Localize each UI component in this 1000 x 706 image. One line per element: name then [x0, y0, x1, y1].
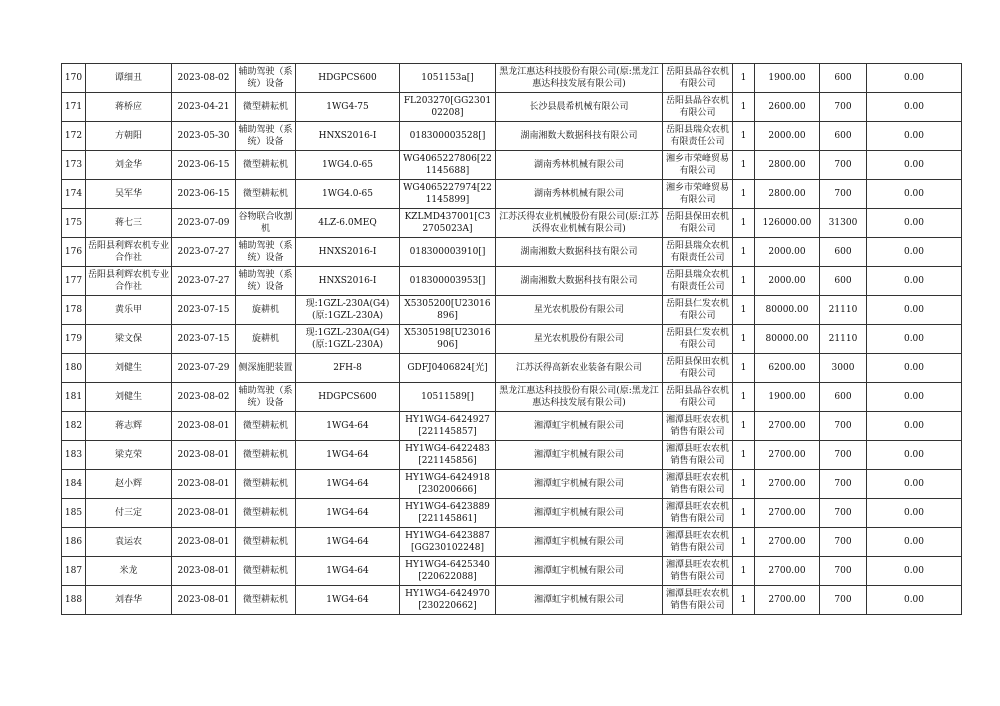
buyer-name-cell: 刘金华	[86, 151, 172, 180]
manufacturer-cell: 江苏沃得高新农业装备有限公司	[496, 354, 663, 383]
buyer-name-cell: 岳阳县利辉农机专业合作社	[86, 238, 172, 267]
dealer-cell: 岳阳县瑞众农机有限责任公司	[663, 267, 733, 296]
quantity-cell: 1	[733, 586, 755, 615]
quantity-cell: 1	[733, 412, 755, 441]
machine-type-cell: 辅助驾驶（系统）设备	[236, 238, 296, 267]
purchase-date-cell: 2023-07-15	[172, 296, 236, 325]
buyer-name-cell: 袁运农	[86, 528, 172, 557]
row-number-cell: 188	[62, 586, 86, 615]
manufacturer-cell: 黑龙江惠达科技股份有限公司(原:黑龙江惠达科技发展有限公司)	[496, 64, 663, 93]
dealer-cell: 岳阳县晶谷农机有限公司	[663, 383, 733, 412]
extra-amount-cell: 0.00	[867, 209, 962, 238]
table-row	[62, 151, 962, 180]
subsidy-amount-cell: 21110	[820, 325, 867, 354]
sale-price-cell: 2700.00	[755, 557, 820, 586]
model-cell: 1WG4.0-65	[296, 180, 400, 209]
purchase-date-cell: 2023-08-01	[172, 586, 236, 615]
sale-price-cell: 2800.00	[755, 151, 820, 180]
manufacturer-cell: 湘潭虹宇机械有限公司	[496, 470, 663, 499]
purchase-date-cell: 2023-08-01	[172, 499, 236, 528]
row-number-cell: 183	[62, 441, 86, 470]
serial-number-cell: HY1WG4-6424927[221145857]	[400, 412, 496, 441]
buyer-name-cell: 刘健生	[86, 383, 172, 412]
table-row	[62, 238, 962, 267]
extra-amount-cell: 0.00	[867, 93, 962, 122]
subsidy-amount-cell: 600	[820, 383, 867, 412]
model-cell: 现:1GZL-230A(G4)(原:1GZL-230A)	[296, 325, 400, 354]
model-cell: 1WG4.0-65	[296, 151, 400, 180]
quantity-cell: 1	[733, 528, 755, 557]
manufacturer-cell: 湘潭虹宇机械有限公司	[496, 412, 663, 441]
machine-type-cell: 微型耕耘机	[236, 470, 296, 499]
row-number-cell: 181	[62, 383, 86, 412]
serial-number-cell: HY1WG4-6423887[GG230102248]	[400, 528, 496, 557]
row-number-cell: 178	[62, 296, 86, 325]
subsidy-amount-cell: 700	[820, 93, 867, 122]
subsidy-amount-cell: 31300	[820, 209, 867, 238]
subsidy-amount-cell: 600	[820, 122, 867, 151]
row-number-cell: 172	[62, 122, 86, 151]
table-row	[62, 528, 962, 557]
purchase-date-cell: 2023-07-29	[172, 354, 236, 383]
manufacturer-cell: 湖南湘数大数据科技有限公司	[496, 238, 663, 267]
extra-amount-cell: 0.00	[867, 586, 962, 615]
table-row	[62, 499, 962, 528]
serial-number-cell: 10511589[]	[400, 383, 496, 412]
row-number-cell: 185	[62, 499, 86, 528]
model-cell: 1WG4-64	[296, 441, 400, 470]
serial-number-cell: HY1WG4-6424918[230200666]	[400, 470, 496, 499]
manufacturer-cell: 湘潭虹宇机械有限公司	[496, 528, 663, 557]
quantity-cell: 1	[733, 470, 755, 499]
subsidy-amount-cell: 700	[820, 557, 867, 586]
model-cell: 2FH-8	[296, 354, 400, 383]
extra-amount-cell: 0.00	[867, 180, 962, 209]
model-cell: 1WG4-64	[296, 499, 400, 528]
purchase-date-cell: 2023-08-02	[172, 64, 236, 93]
extra-amount-cell: 0.00	[867, 151, 962, 180]
extra-amount-cell: 0.00	[867, 499, 962, 528]
buyer-name-cell: 蒋桥应	[86, 93, 172, 122]
sale-price-cell: 2600.00	[755, 93, 820, 122]
machine-type-cell: 微型耕耘机	[236, 557, 296, 586]
model-cell: HDGPCS600	[296, 64, 400, 93]
manufacturer-cell: 湘潭虹宇机械有限公司	[496, 441, 663, 470]
machine-type-cell: 谷物联合收割机	[236, 209, 296, 238]
extra-amount-cell: 0.00	[867, 383, 962, 412]
subsidy-amount-cell: 3000	[820, 354, 867, 383]
quantity-cell: 1	[733, 151, 755, 180]
purchase-date-cell: 2023-07-09	[172, 209, 236, 238]
machine-type-cell: 微型耕耘机	[236, 93, 296, 122]
row-number-cell: 179	[62, 325, 86, 354]
dealer-cell: 岳阳县仁发农机有限公司	[663, 325, 733, 354]
serial-number-cell: FL203270[GG230102208]	[400, 93, 496, 122]
purchase-date-cell: 2023-06-15	[172, 180, 236, 209]
model-cell: HNXS2016-I	[296, 122, 400, 151]
sale-price-cell: 2000.00	[755, 238, 820, 267]
quantity-cell: 1	[733, 499, 755, 528]
manufacturer-cell: 湘潭虹宇机械有限公司	[496, 557, 663, 586]
table-row	[62, 470, 962, 499]
serial-number-cell: GDFJ0406824[光]	[400, 354, 496, 383]
subsidy-amount-cell: 700	[820, 151, 867, 180]
machine-type-cell: 微型耕耘机	[236, 528, 296, 557]
model-cell: 1WG4-64	[296, 528, 400, 557]
machine-type-cell: 微型耕耘机	[236, 412, 296, 441]
buyer-name-cell: 米龙	[86, 557, 172, 586]
extra-amount-cell: 0.00	[867, 325, 962, 354]
subsidy-amount-cell: 700	[820, 441, 867, 470]
table-row	[62, 586, 962, 615]
subsidy-amount-cell: 600	[820, 267, 867, 296]
manufacturer-cell: 湘潭虹宇机械有限公司	[496, 586, 663, 615]
serial-number-cell: HY1WG4-6423889[221145861]	[400, 499, 496, 528]
purchase-date-cell: 2023-08-01	[172, 470, 236, 499]
subsidy-amount-cell: 700	[820, 412, 867, 441]
subsidy-amount-cell: 700	[820, 499, 867, 528]
sale-price-cell: 126000.00	[755, 209, 820, 238]
dealer-cell: 湘乡市荣峰贸易有限公司	[663, 151, 733, 180]
purchase-date-cell: 2023-07-15	[172, 325, 236, 354]
purchase-date-cell: 2023-08-01	[172, 441, 236, 470]
extra-amount-cell: 0.00	[867, 557, 962, 586]
sale-price-cell: 2800.00	[755, 180, 820, 209]
serial-number-cell: 018300003528[]	[400, 122, 496, 151]
model-cell: HNXS2016-I	[296, 238, 400, 267]
model-cell: 1WG4-75	[296, 93, 400, 122]
dealer-cell: 岳阳县保田农机有限公司	[663, 354, 733, 383]
quantity-cell: 1	[733, 325, 755, 354]
machine-type-cell: 微型耕耘机	[236, 180, 296, 209]
extra-amount-cell: 0.00	[867, 267, 962, 296]
sale-price-cell: 2000.00	[755, 122, 820, 151]
buyer-name-cell: 吴军华	[86, 180, 172, 209]
dealer-cell: 湘潭县旺农农机销售有限公司	[663, 412, 733, 441]
purchase-date-cell: 2023-05-30	[172, 122, 236, 151]
quantity-cell: 1	[733, 122, 755, 151]
machine-type-cell: 旋耕机	[236, 325, 296, 354]
sale-price-cell: 1900.00	[755, 383, 820, 412]
table-row	[62, 267, 962, 296]
serial-number-cell: 1051153a[]	[400, 64, 496, 93]
buyer-name-cell: 付三定	[86, 499, 172, 528]
purchase-date-cell: 2023-08-01	[172, 528, 236, 557]
manufacturer-cell: 湘潭虹宇机械有限公司	[496, 499, 663, 528]
row-number-cell: 174	[62, 180, 86, 209]
quantity-cell: 1	[733, 238, 755, 267]
row-number-cell: 170	[62, 64, 86, 93]
sale-price-cell: 2700.00	[755, 586, 820, 615]
machine-type-cell: 辅助驾驶（系统）设备	[236, 383, 296, 412]
quantity-cell: 1	[733, 383, 755, 412]
table-row	[62, 383, 962, 412]
purchase-date-cell: 2023-06-15	[172, 151, 236, 180]
machine-type-cell: 辅助驾驶（系统）设备	[236, 122, 296, 151]
dealer-cell: 湘潭县旺农农机销售有限公司	[663, 586, 733, 615]
table-row	[62, 441, 962, 470]
dealer-cell: 岳阳县瑞众农机有限责任公司	[663, 238, 733, 267]
purchase-date-cell: 2023-07-27	[172, 238, 236, 267]
dealer-cell: 岳阳县晶谷农机有限公司	[663, 64, 733, 93]
table-row	[62, 180, 962, 209]
model-cell: 1WG4-64	[296, 470, 400, 499]
serial-number-cell: WG4065227806[221145688]	[400, 151, 496, 180]
row-number-cell: 175	[62, 209, 86, 238]
serial-number-cell: WG4065227974[221145899]	[400, 180, 496, 209]
buyer-name-cell: 赵小辉	[86, 470, 172, 499]
extra-amount-cell: 0.00	[867, 238, 962, 267]
machine-type-cell: 微型耕耘机	[236, 586, 296, 615]
serial-number-cell: 018300003910[]	[400, 238, 496, 267]
row-number-cell: 187	[62, 557, 86, 586]
model-cell: 4LZ-6.0MEQ	[296, 209, 400, 238]
machine-type-cell: 微型耕耘机	[236, 151, 296, 180]
model-cell: HDGPCS600	[296, 383, 400, 412]
sale-price-cell: 2700.00	[755, 470, 820, 499]
serial-number-cell: X5305198[U23016906]	[400, 325, 496, 354]
table-row	[62, 557, 962, 586]
dealer-cell: 湘乡市荣峰贸易有限公司	[663, 180, 733, 209]
row-number-cell: 180	[62, 354, 86, 383]
purchase-date-cell: 2023-04-21	[172, 93, 236, 122]
quantity-cell: 1	[733, 64, 755, 93]
dealer-cell: 岳阳县瑞众农机有限责任公司	[663, 122, 733, 151]
buyer-name-cell: 刘春华	[86, 586, 172, 615]
quantity-cell: 1	[733, 296, 755, 325]
purchase-date-cell: 2023-08-01	[172, 412, 236, 441]
extra-amount-cell: 0.00	[867, 354, 962, 383]
manufacturer-cell: 星光农机股份有限公司	[496, 325, 663, 354]
subsidy-table	[61, 63, 962, 615]
manufacturer-cell: 湖南秀林机械有限公司	[496, 151, 663, 180]
serial-number-cell: HY1WG4-6422483[221145856]	[400, 441, 496, 470]
quantity-cell: 1	[733, 180, 755, 209]
table-body	[62, 64, 962, 615]
extra-amount-cell: 0.00	[867, 412, 962, 441]
dealer-cell: 湘潭县旺农农机销售有限公司	[663, 441, 733, 470]
buyer-name-cell: 黄乐甲	[86, 296, 172, 325]
subsidy-amount-cell: 600	[820, 238, 867, 267]
purchase-date-cell: 2023-07-27	[172, 267, 236, 296]
extra-amount-cell: 0.00	[867, 441, 962, 470]
sale-price-cell: 80000.00	[755, 296, 820, 325]
model-cell: 1WG4-64	[296, 412, 400, 441]
serial-number-cell: HY1WG4-6424970[230220662]	[400, 586, 496, 615]
row-number-cell: 182	[62, 412, 86, 441]
dealer-cell: 岳阳县保田农机有限公司	[663, 209, 733, 238]
dealer-cell: 岳阳县晶谷农机有限公司	[663, 93, 733, 122]
row-number-cell: 176	[62, 238, 86, 267]
machine-type-cell: 旋耕机	[236, 296, 296, 325]
row-number-cell: 173	[62, 151, 86, 180]
table-row	[62, 296, 962, 325]
manufacturer-cell: 星光农机股份有限公司	[496, 296, 663, 325]
sale-price-cell: 2700.00	[755, 441, 820, 470]
table-row	[62, 122, 962, 151]
extra-amount-cell: 0.00	[867, 470, 962, 499]
sale-price-cell: 2700.00	[755, 412, 820, 441]
serial-number-cell: KZLMD437001[C32705023A]	[400, 209, 496, 238]
subsidy-amount-cell: 600	[820, 64, 867, 93]
subsidy-amount-cell: 700	[820, 586, 867, 615]
extra-amount-cell: 0.00	[867, 296, 962, 325]
table-row	[62, 325, 962, 354]
table-row	[62, 209, 962, 238]
manufacturer-cell: 湖南湘数大数据科技有限公司	[496, 122, 663, 151]
serial-number-cell: X5305200[U23016896]	[400, 296, 496, 325]
subsidy-amount-cell: 21110	[820, 296, 867, 325]
buyer-name-cell: 梁文保	[86, 325, 172, 354]
purchase-date-cell: 2023-08-01	[172, 557, 236, 586]
table-row	[62, 64, 962, 93]
serial-number-cell: HY1WG4-6425340[220622088]	[400, 557, 496, 586]
buyer-name-cell: 谭细丑	[86, 64, 172, 93]
dealer-cell: 湘潭县旺农农机销售有限公司	[663, 528, 733, 557]
table-row	[62, 412, 962, 441]
subsidy-amount-cell: 700	[820, 528, 867, 557]
manufacturer-cell: 黑龙江惠达科技股份有限公司(原:黑龙江惠达科技发展有限公司)	[496, 383, 663, 412]
row-number-cell: 184	[62, 470, 86, 499]
quantity-cell: 1	[733, 441, 755, 470]
sale-price-cell: 2700.00	[755, 528, 820, 557]
extra-amount-cell: 0.00	[867, 528, 962, 557]
machine-type-cell: 辅助驾驶（系统）设备	[236, 267, 296, 296]
buyer-name-cell: 岳阳县利辉农机专业合作社	[86, 267, 172, 296]
table-row	[62, 93, 962, 122]
extra-amount-cell: 0.00	[867, 122, 962, 151]
manufacturer-cell: 湖南秀林机械有限公司	[496, 180, 663, 209]
subsidy-amount-cell: 700	[820, 180, 867, 209]
sale-price-cell: 1900.00	[755, 64, 820, 93]
table-row	[62, 354, 962, 383]
quantity-cell: 1	[733, 557, 755, 586]
sale-price-cell: 6200.00	[755, 354, 820, 383]
extra-amount-cell: 0.00	[867, 64, 962, 93]
model-cell: HNXS2016-I	[296, 267, 400, 296]
machine-type-cell: 辅助驾驶（系统）设备	[236, 64, 296, 93]
manufacturer-cell: 湖南湘数大数据科技有限公司	[496, 267, 663, 296]
manufacturer-cell: 长沙县晨希机械有限公司	[496, 93, 663, 122]
machine-type-cell: 微型耕耘机	[236, 499, 296, 528]
machine-type-cell: 侧深施肥装置	[236, 354, 296, 383]
dealer-cell: 岳阳县仁发农机有限公司	[663, 296, 733, 325]
row-number-cell: 177	[62, 267, 86, 296]
buyer-name-cell: 刘健生	[86, 354, 172, 383]
manufacturer-cell: 江苏沃得农业机械股份有限公司(原:江苏沃得农业机械有限公司)	[496, 209, 663, 238]
quantity-cell: 1	[733, 354, 755, 383]
quantity-cell: 1	[733, 209, 755, 238]
sale-price-cell: 2000.00	[755, 267, 820, 296]
machine-type-cell: 微型耕耘机	[236, 441, 296, 470]
sale-price-cell: 80000.00	[755, 325, 820, 354]
quantity-cell: 1	[733, 93, 755, 122]
model-cell: 1WG4-64	[296, 586, 400, 615]
dealer-cell: 湘潭县旺农农机销售有限公司	[663, 557, 733, 586]
dealer-cell: 湘潭县旺农农机销售有限公司	[663, 470, 733, 499]
dealer-cell: 湘潭县旺农农机销售有限公司	[663, 499, 733, 528]
model-cell: 现:1GZL-230A(G4)(原:1GZL-230A)	[296, 296, 400, 325]
buyer-name-cell: 梁克荣	[86, 441, 172, 470]
quantity-cell: 1	[733, 267, 755, 296]
sale-price-cell: 2700.00	[755, 499, 820, 528]
buyer-name-cell: 方朝阳	[86, 122, 172, 151]
buyer-name-cell: 蒋七三	[86, 209, 172, 238]
model-cell: 1WG4-64	[296, 557, 400, 586]
row-number-cell: 186	[62, 528, 86, 557]
serial-number-cell: 018300003953[]	[400, 267, 496, 296]
purchase-date-cell: 2023-08-02	[172, 383, 236, 412]
row-number-cell: 171	[62, 93, 86, 122]
subsidy-amount-cell: 700	[820, 470, 867, 499]
buyer-name-cell: 蒋志辉	[86, 412, 172, 441]
